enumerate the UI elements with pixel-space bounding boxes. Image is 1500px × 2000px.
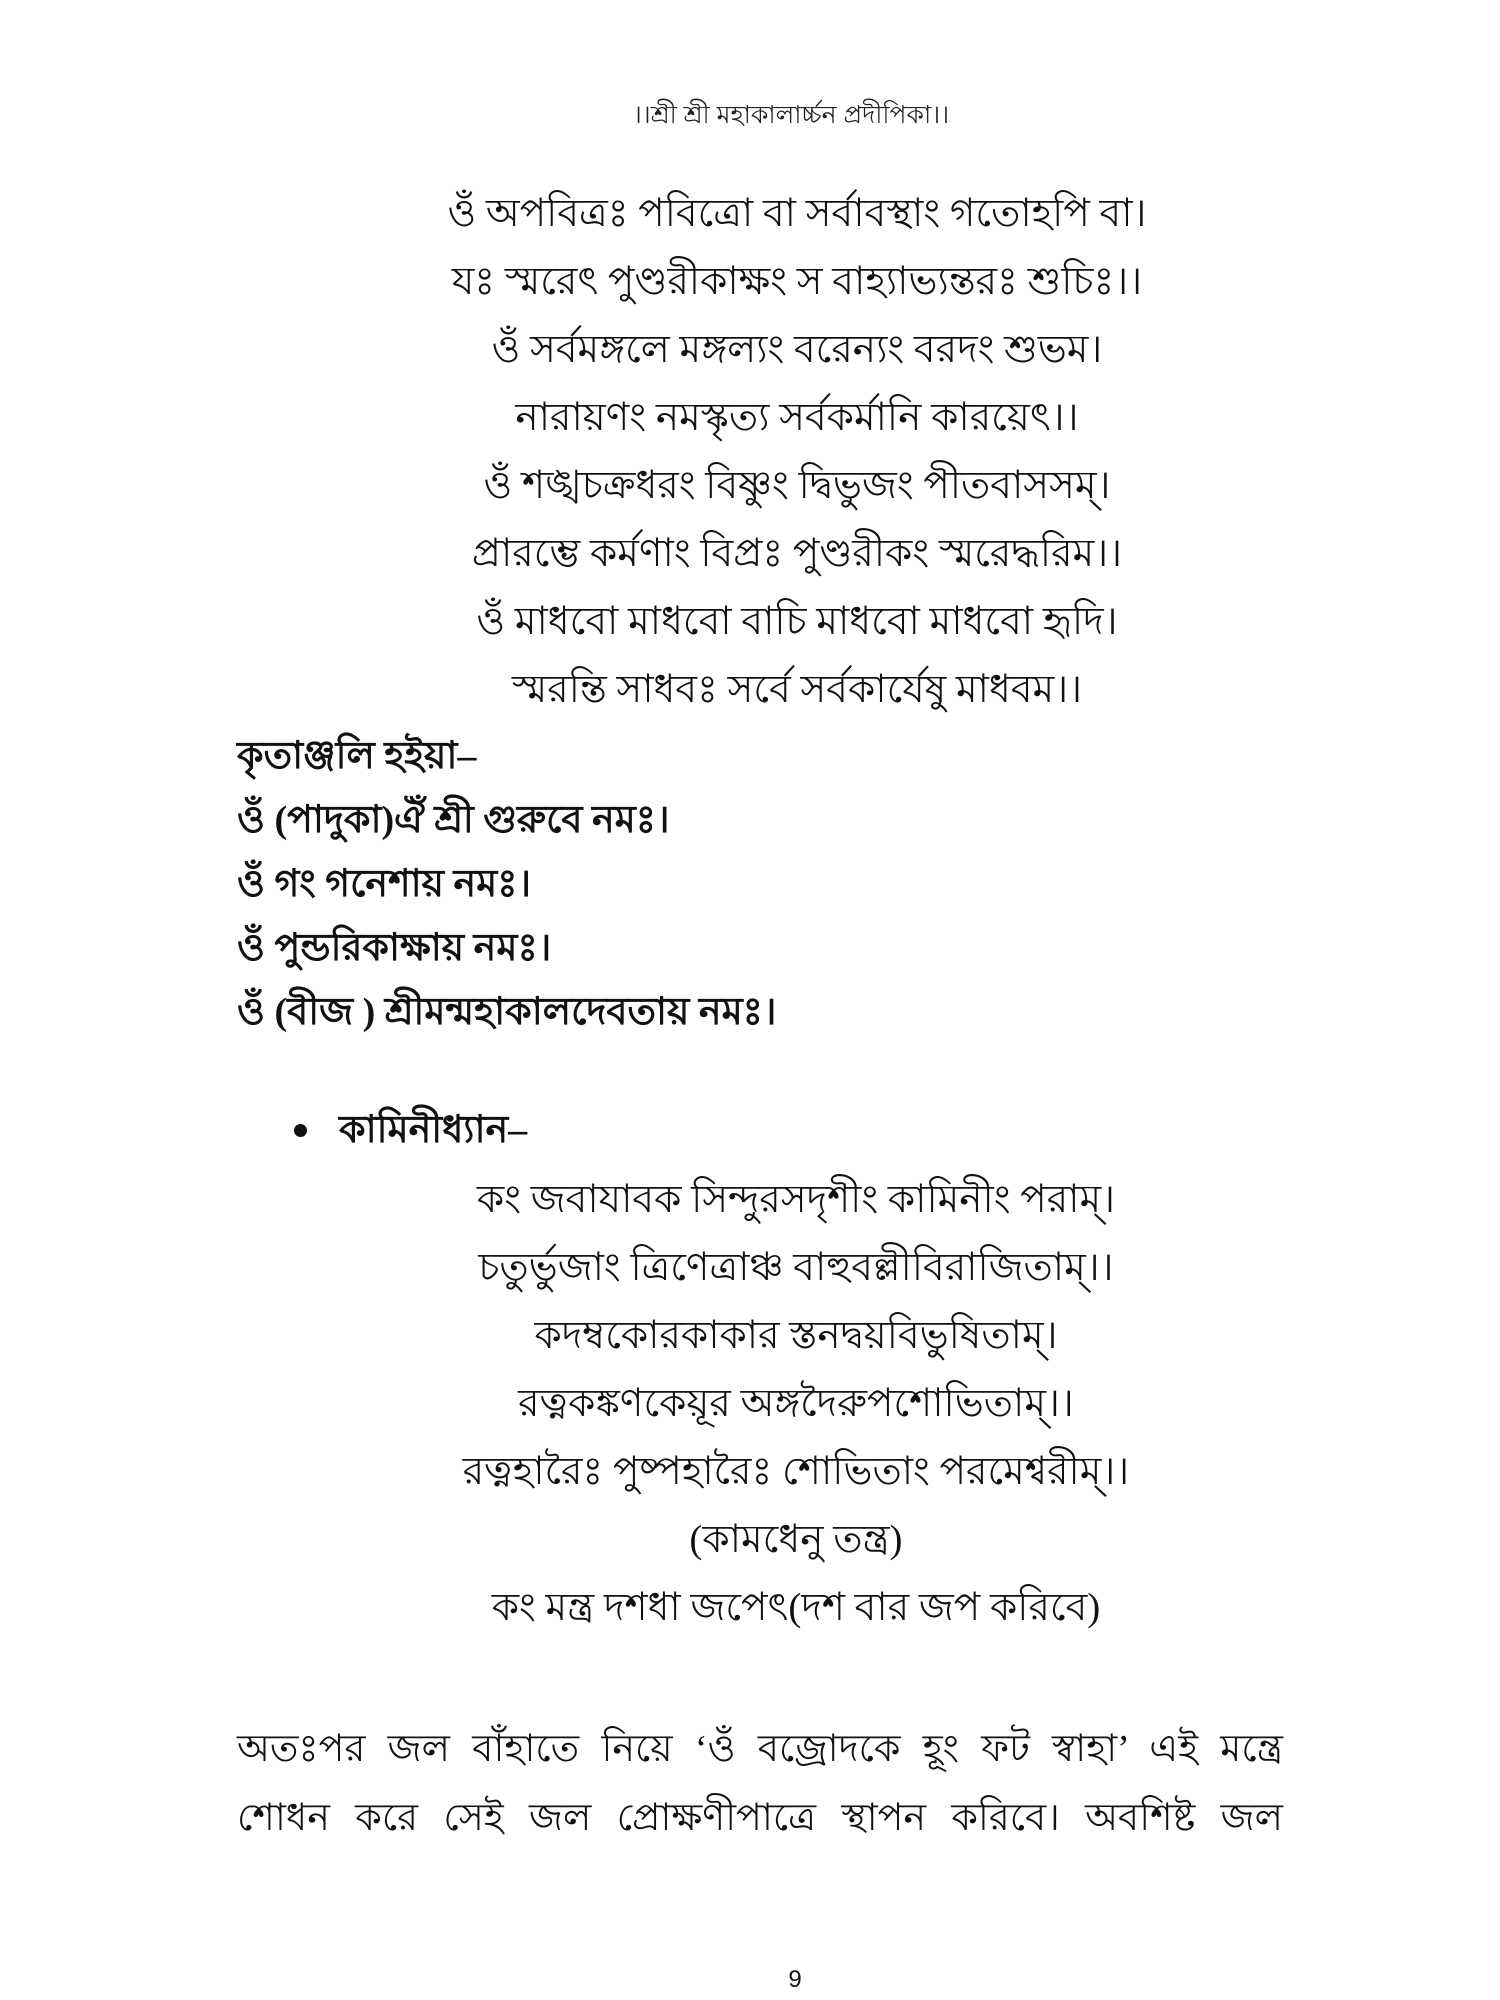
running-header: ।।শ্রী শ্রী মহাকালার্চ্চন প্রদীপিকা।। [632,101,950,129]
verse-line: যঃ স্মরেৎ পুণ্ডরীকাক্ষং স বাহ্যাভ্যন্তরঃ শুচিঃ।। [451,260,1143,303]
verse-line: স্মরন্তি সাধবঃ সর্বে সর্বকার্যেষু মাধবম।। [511,668,1083,711]
dhyan-source: (কামধেনু তন্ত্র) [689,1518,903,1561]
verse-line: ওঁ মাধবো মাধবো বাচি মাধবো মাধবো হৃদি। [476,600,1118,643]
dhyan-verse-line: কদম্বকোরকাকার স্তনদ্বয়বিভুষিতাম্। [534,1314,1058,1357]
paragraph-line: শোধন করে সেই জল প্রোক্ষণীপাত্রে স্থাপন করিবে। অবশিষ্ট জল [237,1797,1283,1839]
invocation-line: ওঁ পুন্ডরিকাক্ষায় নমঃ। [237,927,552,969]
opening-verses [237,180,1357,724]
bullet-icon [294,1124,307,1137]
verse-line: ওঁ অপবিত্রঃ পবিত্রো বা সর্বাবস্থাং গতোহপি বা। [447,192,1147,235]
verse-line: ওঁ সর্বমঙ্গলে মঙ্গল্যং বরেন্যং বরদং শুভম। [491,328,1103,371]
kamini-dhyan-heading: কামিনীধ্যান– [339,1109,528,1151]
paragraph-line: অতঃপর জল বাঁহাতে নিয়ে ‘ওঁ বজ্রোদকে হূং ফট স্বাহা’ এই মন্ত্রে [237,1728,1283,1770]
invocation-heading: কৃতাঞ্জলি হইয়া– [237,735,477,777]
kamini-dhyan-bullet-item [294,1100,527,1160]
invocation-line: ওঁ গং গনেশায় নমঃ। [237,863,532,905]
verse-line: ওঁ শঙ্খচক্রধরং বিষ্ণুং দ্বিভুজং পীতবাসসম্। [483,464,1111,507]
dhyan-verse-line: চতুর্ভুজাং ত্রিণেত্রাঞ্চ বাহুবল্লীবিরাজিতাম্।। [478,1246,1114,1289]
verse-line: প্রারম্ভে কর্মণাং বিপ্রঃ পুণ্ডরীকং স্মরেদ্ধরিম।। [471,532,1123,575]
dhyan-verse-line: রত্নহারৈঃ পুষ্পহারৈঃ শোভিতাং পরমেশ্বরীম্।। [462,1450,1130,1493]
invocation-line: ওঁ (পাদুকা)ঐঁ শ্রী গুরুবে নমঃ। [237,799,670,841]
japa-instruction: কং মন্ত্র দশধা জপেৎ(দশ বার জপ করিবে) [491,1586,1101,1629]
body-paragraph [237,1715,1283,1853]
page-number: 9 [788,1966,802,1993]
verse-line: নারায়ণং নমস্কৃত্য সর্বকর্মানি কারয়েৎ।। [515,396,1079,439]
dhyan-verse-line: রত্নকঙ্কণকেয়ূর অঙ্গদৈরুপশোভিতাম্।। [518,1382,1074,1425]
dhyan-verse-line: কং জবাযাবক সিন্দুরসদৃশীং কামিনীং পরাম্। [476,1178,1116,1221]
invocation-block [237,724,1337,1044]
kamini-dhyan-verses [237,1166,1355,1642]
invocation-line: ওঁ (বীজ ) শ্রীমন্মহাকালদেবতায় নমঃ। [237,991,777,1033]
